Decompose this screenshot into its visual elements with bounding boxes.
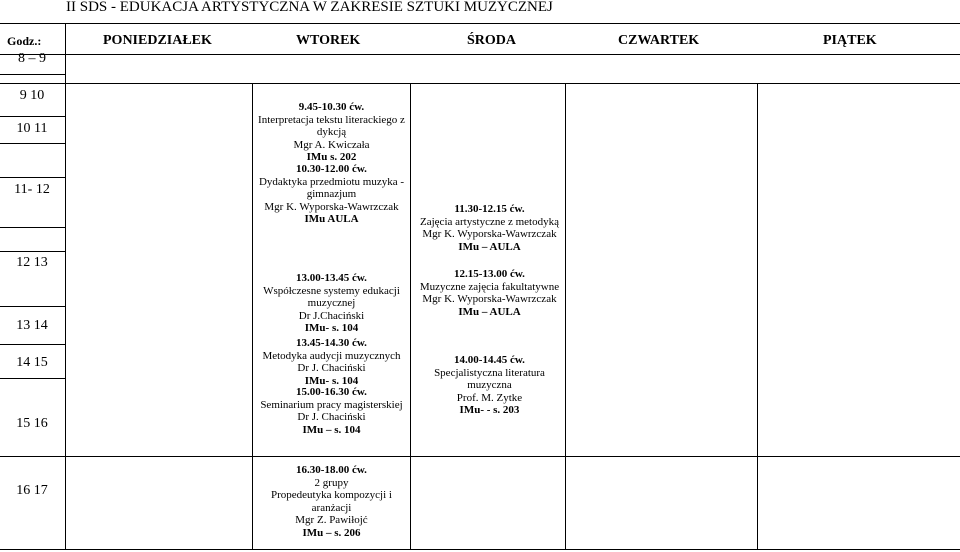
class-course: Zajęcia artystyczne z metodyką: [420, 215, 559, 228]
class-time: 14.00-14.45 ćw.: [454, 354, 525, 366]
class-time: 15.00-16.30 ćw.: [296, 386, 367, 398]
row-divider: [0, 456, 960, 457]
row-divider: [0, 74, 66, 75]
class-time: 11.30-12.15 ćw.: [454, 203, 525, 215]
class-course: gimnazjum: [306, 188, 357, 200]
class-course: Współczesne systemy edukacji: [263, 284, 400, 297]
class-course: Dydaktyka przedmiotu muzyka -: [258, 175, 405, 188]
time-label: 15 16: [16, 416, 48, 431]
time-label: 14 15: [16, 355, 48, 370]
class-room: IMu – AULA: [458, 305, 521, 318]
class-room: IMu – AULA: [458, 240, 521, 253]
time-label: 9 10: [19, 88, 45, 103]
class-course: dykcją: [316, 126, 347, 138]
class-time: 16.30-18.00 ćw.: [296, 464, 367, 476]
class-time: 9.45-10.30 ćw.: [298, 101, 365, 113]
class-entry: [253, 464, 410, 539]
day-header-tuesday: WTOREK: [296, 33, 361, 48]
class-teacher: Dr J.Chaciński: [298, 309, 365, 322]
class-entry: [414, 203, 565, 253]
row-divider: [0, 344, 66, 345]
row-divider: [0, 116, 66, 117]
row-divider: [0, 306, 66, 307]
class-time: 12.15-13.00 ćw.: [454, 268, 525, 280]
class-course: Propedeutyka kompozycji i: [271, 489, 392, 501]
class-teacher: Mgr K. Wyporska-Wawrzczak: [264, 200, 399, 213]
row-divider: [0, 378, 66, 379]
time-label: 16 17: [16, 483, 48, 498]
class-entry: [253, 272, 410, 335]
class-room: IMu- - s. 203: [459, 404, 520, 416]
class-teacher: Mgr Z. Pawiłojć: [295, 514, 368, 526]
class-entry: [253, 163, 410, 226]
class-room: IMu AULA: [304, 213, 359, 225]
class-course: Muzyczne zajęcia fakultatywne: [419, 280, 560, 293]
class-teacher: Mgr K. Wyporska-Wawrzczak: [422, 293, 557, 305]
class-time: 13.45-14.30 ćw.: [296, 337, 367, 349]
class-entry: [414, 268, 565, 318]
class-course: aranżacji: [311, 501, 352, 514]
class-entry: [253, 337, 410, 387]
class-room: IMu – s. 104: [302, 423, 361, 436]
class-time: 13.00-13.45 ćw.: [296, 272, 367, 284]
class-teacher: Mgr K. Wyporska-Wawrzczak: [422, 228, 557, 240]
class-room: IMu – s. 206: [302, 526, 361, 539]
day-header-wednesday: ŚRODA: [467, 33, 517, 48]
day-header-monday: PONIEDZIAŁEK: [103, 33, 212, 48]
class-entry: [414, 354, 565, 417]
class-teacher: Dr J. Chaciński: [297, 362, 366, 374]
class-time: 10.30-12.00 ćw.: [296, 163, 367, 175]
time-label: 10 11: [16, 121, 48, 136]
row-divider: [0, 177, 66, 178]
time-label: 8 – 9: [18, 51, 46, 66]
class-teacher: Mgr A. Kwiczała: [293, 138, 370, 151]
row-divider: [0, 227, 66, 228]
class-room: IMu s. 202: [306, 151, 357, 163]
class-course: 2 grupy: [314, 476, 349, 489]
class-entry: [253, 386, 410, 436]
day-header-friday: PIĄTEK: [823, 33, 877, 48]
column-divider: [65, 23, 66, 550]
header-divider: [0, 54, 960, 55]
class-course: Specjalistyczna literatura: [434, 366, 545, 379]
row-divider: [0, 83, 960, 84]
column-divider: [410, 83, 411, 550]
class-room: IMu- s. 104: [304, 374, 359, 387]
row-divider: [0, 143, 66, 144]
class-course: muzyczna: [467, 379, 512, 391]
class-course: Interpretacja tekstu literackiego z: [258, 113, 405, 126]
column-divider: [565, 83, 566, 550]
table-border-bottom: [0, 549, 960, 550]
hours-header: Godz.:: [7, 34, 42, 48]
class-teacher: Prof. M. Zytke: [456, 391, 523, 404]
class-entry: [253, 101, 410, 164]
table-border-top: [0, 23, 960, 24]
class-course: muzycznej: [307, 297, 356, 309]
day-header-thursday: CZWARTEK: [618, 33, 700, 48]
class-course: Metodyka audycji muzycznych: [262, 349, 401, 362]
column-divider: [757, 83, 758, 550]
class-teacher: Dr J. Chaciński: [297, 411, 366, 423]
time-label: 12 13: [16, 255, 48, 270]
class-course: Seminarium pracy magisterskiej: [260, 398, 403, 411]
class-room: IMu- s. 104: [304, 322, 359, 334]
page-title: II SDS - EDUKACJA ARTYSTYCZNA W ZAKRESIE SZTUKI MUZYCZNEJ: [66, 0, 553, 15]
time-label: 11- 12: [14, 182, 50, 197]
row-divider: [0, 251, 66, 252]
time-label: 13 14: [16, 318, 48, 333]
